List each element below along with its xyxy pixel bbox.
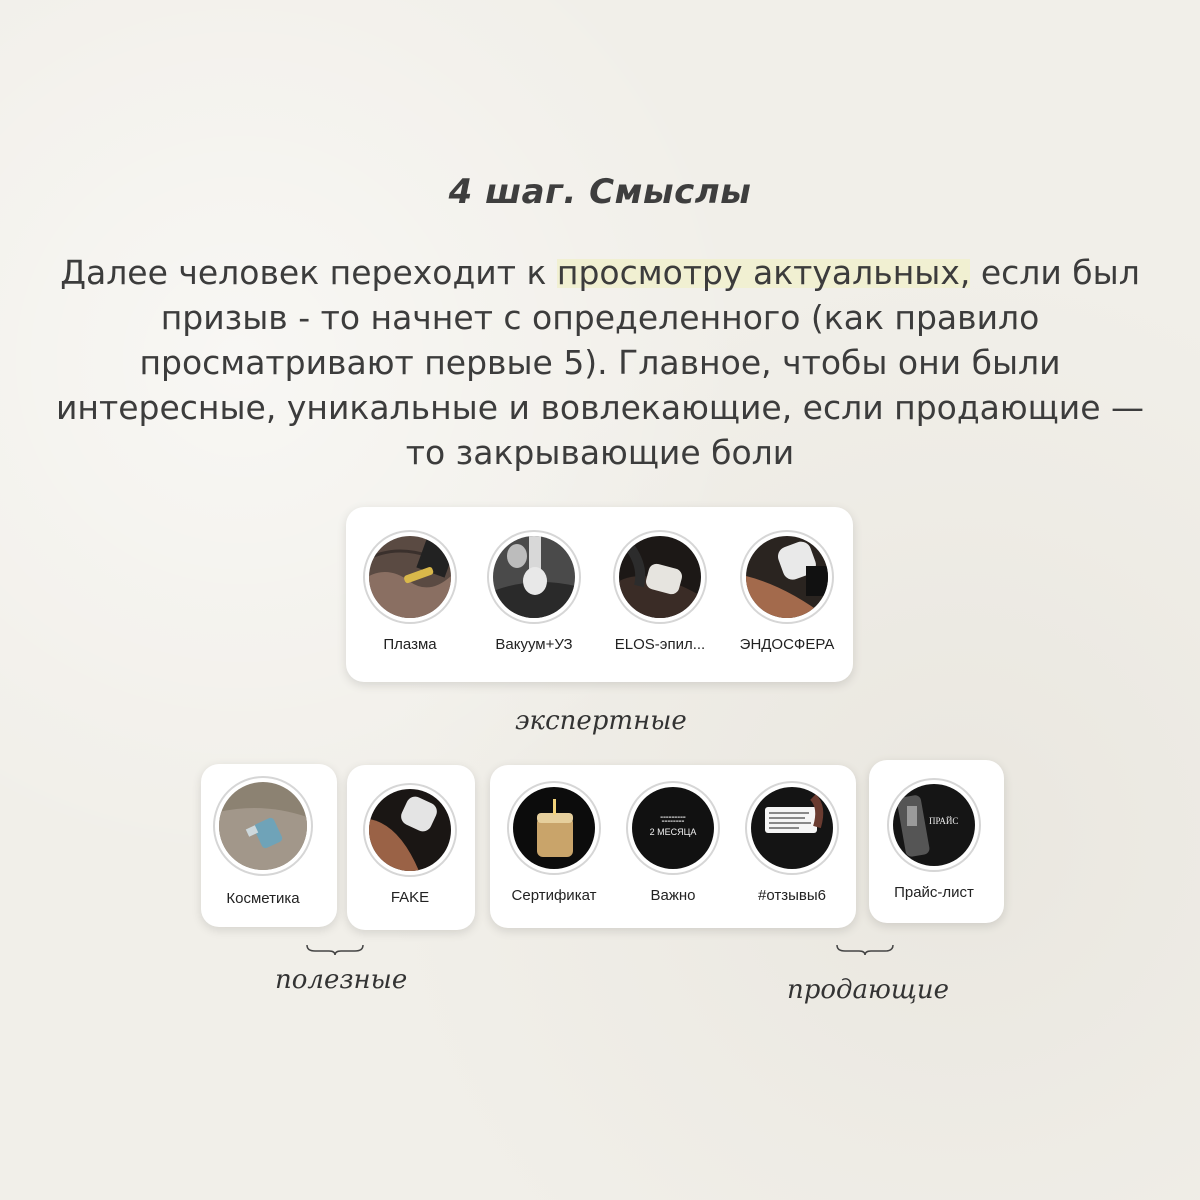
plasma-hair-photo-icon [369, 536, 451, 618]
caption-useful: полезные [275, 965, 408, 995]
elos-device-photo-icon [619, 536, 701, 618]
highlight-ring [507, 781, 601, 875]
highlight-reviews[interactable] [742, 781, 842, 904]
description-highlight: просмотру актуальных, [556, 253, 971, 292]
highlight-ring [613, 530, 707, 624]
highlight-label: #отзывы6 [758, 887, 826, 904]
highlight-ring [363, 530, 457, 624]
highlight-label: Плазма [383, 636, 437, 653]
highlight-price[interactable] [884, 778, 984, 901]
highlight-label: Сертификат [511, 887, 597, 904]
highlight-important[interactable] [623, 781, 723, 904]
vacuum-device-photo-icon [493, 536, 575, 618]
cosmetics-bottle-photo-icon [219, 782, 307, 870]
highlight-label: Прайс-лист [894, 884, 974, 901]
endosphere-device-photo-icon [746, 536, 828, 618]
highlight-ring [213, 776, 313, 876]
caption-expert: экспертные [515, 706, 687, 736]
highlight-ring [487, 530, 581, 624]
highlight-label: ЭНДОСФЕРА [739, 636, 835, 653]
description-text [40, 250, 1160, 475]
highlight-ring [740, 530, 834, 624]
slide-text: 2 МЕСЯЦА [649, 827, 697, 837]
description-part-1: Далее человек переходит к [60, 253, 557, 292]
highlight-certificate[interactable] [504, 781, 604, 904]
price-photo-icon [893, 784, 975, 866]
review-screenshot-photo-icon [751, 787, 833, 869]
highlight-vacuum[interactable] [484, 530, 584, 653]
page-title: 4 шаг. Смыслы [448, 172, 752, 212]
highlight-ring [887, 778, 981, 872]
brace-right-icon [835, 941, 895, 957]
highlight-label: Косметика [226, 890, 300, 907]
highlight-ring [745, 781, 839, 875]
highlight-label: FAKE [390, 889, 430, 906]
slide-small-lines: ▬▬▬▬▬▬▬▬▬ ▬▬▬▬▬▬▬▬ [660, 815, 686, 823]
highlight-plasma[interactable] [360, 530, 460, 653]
slide-text: ПРАЙС [929, 816, 959, 826]
candle-photo-icon [513, 787, 595, 869]
device-on-leg-photo-icon [369, 789, 451, 871]
highlight-fake[interactable] [360, 783, 460, 906]
highlight-ring [626, 781, 720, 875]
highlight-label: ELOS-эпил... [614, 636, 706, 653]
highlight-label: Вакуум+УЗ [495, 636, 573, 653]
highlight-elos[interactable] [610, 530, 710, 653]
text-slide-photo-icon [632, 787, 714, 869]
caption-selling: продающие [787, 975, 950, 1005]
brace-left-icon [305, 941, 365, 957]
description-part-2: если был призыв - то начнет с определенного (как правило просматривают первые 5). Главное, чтобы они были интересные, уникальные и вовлекающие, если продающие — то закрывающие боли [55, 253, 1145, 472]
highlight-cosmetics[interactable] [213, 776, 313, 907]
highlight-endosphere[interactable] [737, 530, 837, 653]
highlight-ring [363, 783, 457, 877]
highlight-label: Важно [650, 887, 696, 904]
